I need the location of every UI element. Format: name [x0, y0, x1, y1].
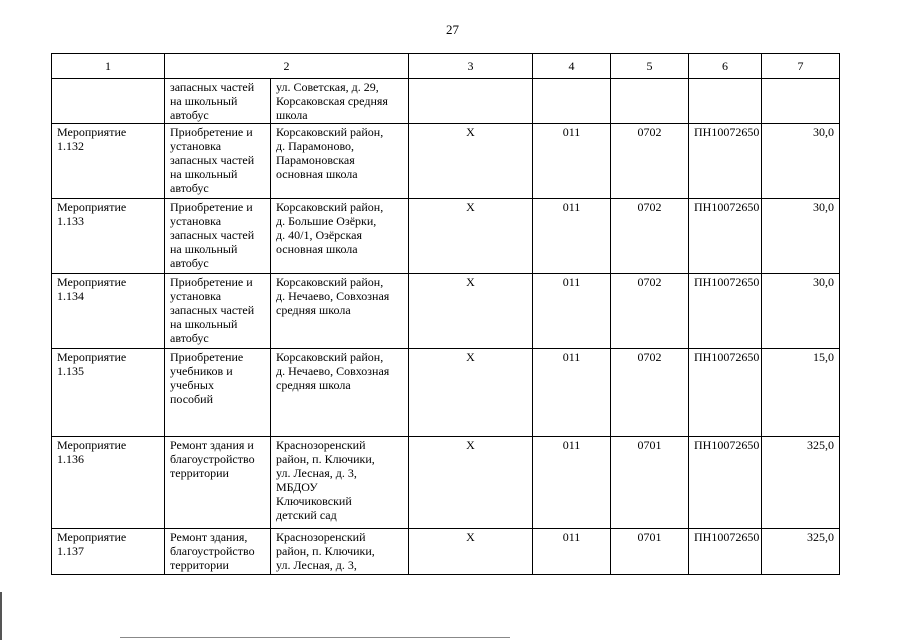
address-cell: Корсаковский район, д. Нечаево, Совхозная средняя школа — [271, 349, 409, 437]
col3-cell: X — [409, 199, 533, 274]
table-row — [52, 437, 840, 529]
address-cell: Корсаковский район, д. Парамоново, Парамоновская основная школа — [271, 124, 409, 199]
address-cell: Корсаковский район, д. Нечаево, Совхозная средняя школа — [271, 274, 409, 349]
header-col-1: 1 — [52, 54, 165, 79]
name-cell: Приобретение и установка запасных частей на школьный автобус — [165, 274, 271, 349]
header-col-6: 6 — [689, 54, 762, 79]
address-cell: Краснозоренский район, п. Ключики, ул. Лесная, д. 3, — [271, 529, 409, 575]
col3-cell: X — [409, 274, 533, 349]
col5-cell: 0702 — [611, 349, 689, 437]
bottom-rule — [120, 637, 510, 638]
col3-cell: X — [409, 124, 533, 199]
table-row — [52, 274, 840, 349]
col4-cell: 011 — [533, 349, 611, 437]
page-number: 27 — [446, 22, 459, 37]
col4-cell: 011 — [533, 437, 611, 529]
col5-cell — [611, 79, 689, 124]
name-cell: Ремонт здания и благоустройство территории — [165, 437, 271, 529]
event-cell — [52, 79, 165, 124]
header-col-5: 5 — [611, 54, 689, 79]
table-row — [52, 124, 840, 199]
address-cell: ул. Советская, д. 29, Корсаковская средняя школа — [271, 79, 409, 124]
name-cell: Приобретение и установка запасных частей на школьный автобус — [165, 124, 271, 199]
header-col-7: 7 — [762, 54, 840, 79]
budget-table — [51, 53, 840, 575]
event-cell: Мероприятие 1.135 — [52, 349, 165, 437]
col3-cell — [409, 79, 533, 124]
event-cell: Мероприятие 1.136 — [52, 437, 165, 529]
table-body — [52, 79, 840, 575]
event-cell: Мероприятие 1.134 — [52, 274, 165, 349]
name-cell: Ремонт здания, благоустройство территории — [165, 529, 271, 575]
event-cell: Мероприятие 1.137 — [52, 529, 165, 575]
name-cell: Приобретение учебников и учебных пособий — [165, 349, 271, 437]
col5-cell: 0702 — [611, 199, 689, 274]
col6-cell: ПН10072650 — [689, 349, 762, 437]
col7-cell — [762, 79, 840, 124]
col5-cell: 0701 — [611, 437, 689, 529]
table-row — [52, 349, 840, 437]
col4-cell: 011 — [533, 199, 611, 274]
address-cell: Краснозоренский район, п. Ключики, ул. Лесная, д. 3, МБДОУ Ключиковский детский сад — [271, 437, 409, 529]
col6-cell — [689, 79, 762, 124]
col7-cell: 30,0 — [762, 274, 840, 349]
col7-cell: 30,0 — [762, 124, 840, 199]
col6-cell: ПН10072650 — [689, 274, 762, 349]
name-cell: Приобретение и установка запасных частей на школьный автобус — [165, 199, 271, 274]
col4-cell: 011 — [533, 274, 611, 349]
table-row — [52, 529, 840, 575]
col6-cell: ПН10072650 — [689, 529, 762, 575]
scan-edge-mark — [0, 592, 2, 640]
col3-cell: X — [409, 437, 533, 529]
table-header-row — [52, 54, 840, 79]
address-cell: Корсаковский район, д. Большие Озёрки, д. 40/1, Озёрская основная школа — [271, 199, 409, 274]
col6-cell: ПН10072650 — [689, 199, 762, 274]
col6-cell: ПН10072650 — [689, 437, 762, 529]
table-row — [52, 79, 840, 124]
header-col-3: 3 — [409, 54, 533, 79]
event-cell: Мероприятие 1.133 — [52, 199, 165, 274]
col5-cell: 0701 — [611, 529, 689, 575]
col7-cell: 325,0 — [762, 437, 840, 529]
col7-cell: 30,0 — [762, 199, 840, 274]
col4-cell — [533, 79, 611, 124]
name-cell: запасных частей на школьный автобус — [165, 79, 271, 124]
col5-cell: 0702 — [611, 274, 689, 349]
header-col-4: 4 — [533, 54, 611, 79]
event-cell: Мероприятие 1.132 — [52, 124, 165, 199]
col3-cell: X — [409, 529, 533, 575]
header-col-2: 2 — [165, 54, 409, 79]
table-row — [52, 199, 840, 274]
col4-cell: 011 — [533, 529, 611, 575]
col7-cell: 15,0 — [762, 349, 840, 437]
col4-cell: 011 — [533, 124, 611, 199]
col7-cell: 325,0 — [762, 529, 840, 575]
col5-cell: 0702 — [611, 124, 689, 199]
col3-cell: X — [409, 349, 533, 437]
col6-cell: ПН10072650 — [689, 124, 762, 199]
